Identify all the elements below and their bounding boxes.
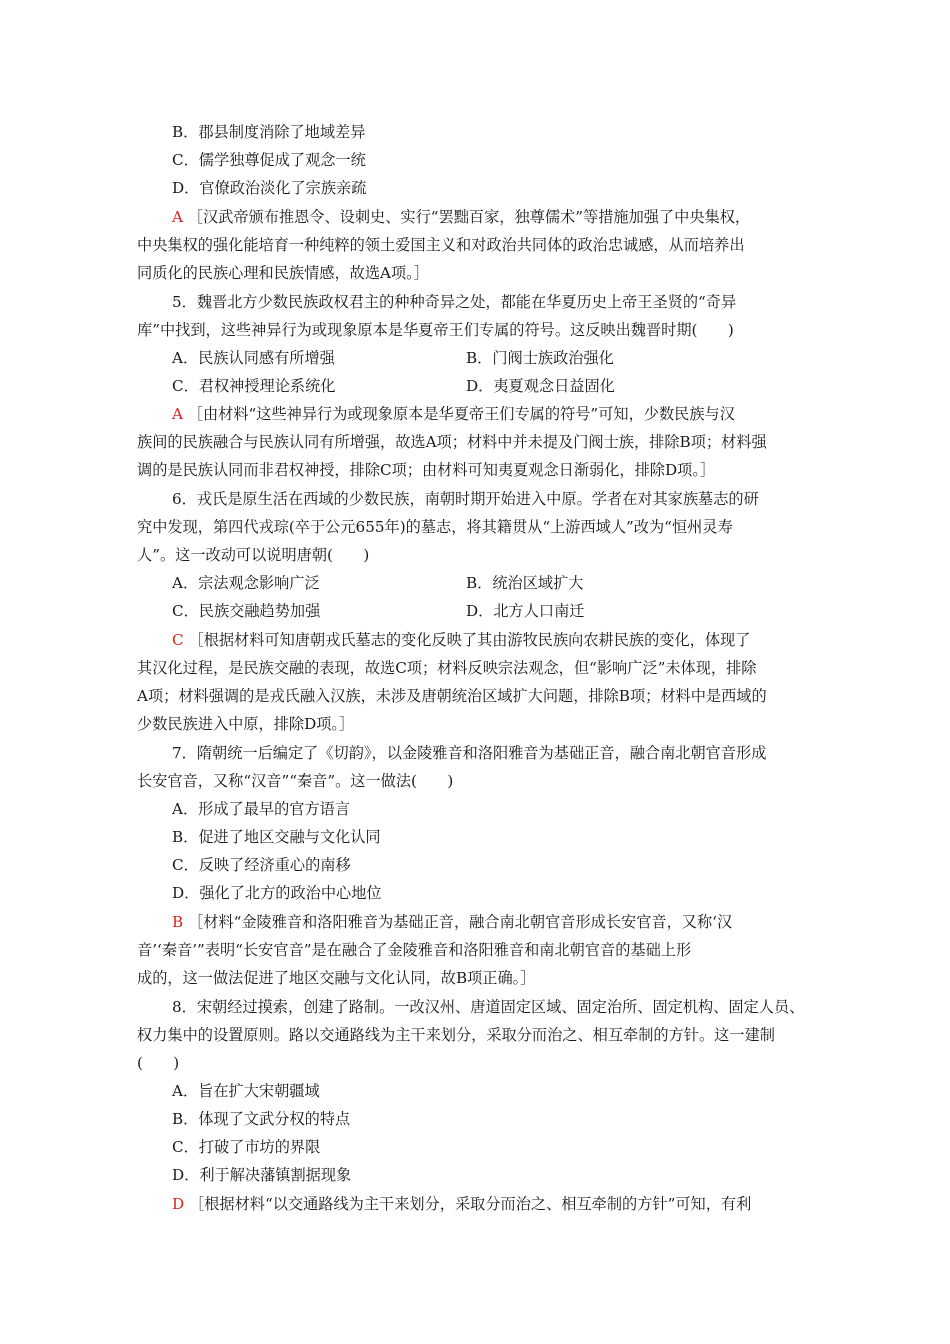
q7-stem-line-2: 长安官音，又称“汉音”“秦音”。这一做法( ) xyxy=(137,772,454,790)
q6-option-c: C．民族交融趋势加强 xyxy=(172,602,321,620)
q4-option-d: D．官僚政治淡化了宗族亲疏 xyxy=(172,179,367,197)
q6-explanation-line-4: 少数民族进入中原，排除D项。］ xyxy=(137,715,355,733)
q6-option-a: A．宗法观念影响广泛 xyxy=(172,574,320,592)
q8-option-c: C．打破了市坊的界限 xyxy=(172,1138,321,1156)
q7-explanation-line-1: B ［材料“金陵雅音和洛阳雅音为基础正音，融合南北朝官音形成长安官音，又称‘汉 xyxy=(172,913,733,931)
q6-stem-line-3: 人”。这一改动可以说明唐朝( ) xyxy=(137,546,370,564)
q6-option-d: D．北方人口南迁 xyxy=(466,602,585,620)
q8-stem-line-2: 权力集中的设置原则。路以交通路线为主干来划分，采取分而治之、相互牵制的方针。这一建制 xyxy=(137,1026,775,1044)
q4-option-b: B．郡县制度消除了地域差异 xyxy=(172,123,366,141)
q8-option-d: D．利于解决藩镇割据现象 xyxy=(172,1166,352,1184)
q7-explanation-line-3: 成的，这一做法促进了地区交融与文化认同，故B项正确。］ xyxy=(137,969,536,987)
q6-stem-line-2: 究中发现，第四代戎琮(卒于公元655年)的墓志，将其籍贯从“上游西域人”改为“恒州灵寿 xyxy=(137,518,733,536)
q4-option-c: C．儒学独尊促成了观念一统 xyxy=(172,151,366,169)
q7-option-b: B．促进了地区交融与文化认同 xyxy=(172,828,381,846)
q7-option-a: A．形成了最早的官方语言 xyxy=(172,800,351,818)
q8-stem-line-3: ( ) xyxy=(137,1054,180,1072)
q5-explanation-line-1: A ［由材料“这些神异行为或现象原本是华夏帝王们专属的符号”可知，少数民族与汉 xyxy=(172,405,735,423)
q8-explanation-line-1: D ［根据材料“以交通路线为主干来划分，采取分而治之、相互牵制的方针”可知，有利 xyxy=(172,1195,752,1213)
q8-stem-line-1: 8．宋朝经过摸索，创建了路制。一改汉州、唐道固定区域、固定治所、固定机构、固定人员、 xyxy=(172,998,805,1016)
q4-answer: A xyxy=(172,208,183,226)
q5-explanation-line-3: 调的是民族认同而非君权神授，排除C项；由材料可知夷夏观念日渐弱化，排除D项。］ xyxy=(137,461,716,479)
q6-answer: C xyxy=(172,631,184,649)
q8-answer: D xyxy=(172,1195,185,1213)
q5-stem-line-1: 5．魏晋北方少数民族政权君主的种种奇异之处，都能在华夏历史上帝王圣贤的“奇异 xyxy=(172,293,737,311)
q5-option-a: A．民族认同感有所增强 xyxy=(172,349,335,367)
q5-option-c: C．君权神授理论系统化 xyxy=(172,377,336,395)
q6-explanation-line-3: A项；材料强调的是戎氏融入汉族，未涉及唐朝统治区域扩大问题，排除B项；材料中是西域的 xyxy=(137,687,767,705)
q7-explanation-line-2: 音’‘秦音’”表明“长安官音”是在融合了金陵雅音和洛阳雅音和南北朝官音的基础上形 xyxy=(137,941,692,959)
q5-option-b: B．门阀士族政治强化 xyxy=(466,349,614,367)
q5-option-d: D．夷夏观念日益固化 xyxy=(466,377,615,395)
q7-option-c: C．反映了经济重心的南移 xyxy=(172,856,351,874)
q4-explanation-line-1: A ［汉武帝颁布推恩令、设刺史、实行“罢黜百家，独尊儒术”等措施加强了中央集权， xyxy=(172,208,751,226)
q4-explanation-line-3: 同质化的民族心理和民族情感，故选A项。］ xyxy=(137,264,429,282)
q4-explanation-line-2: 中央集权的强化能培育一种纯粹的领土爱国主义和对政治共同体的政治忠诚感，从而培养出 xyxy=(137,236,745,254)
q7-option-d: D．强化了北方的政治中心地位 xyxy=(172,884,382,902)
q6-stem-line-1: 6．戎氏是原生活在西域的少数民族，南朝时期开始进入中原。学者在对其家族墓志的研 xyxy=(172,490,759,508)
q7-answer: B xyxy=(172,913,184,931)
q7-stem-line-1: 7．隋朝统一后编定了《切韵》，以金陵雅音和洛阳雅音为基础正音，融合南北朝官音形成 xyxy=(172,744,767,762)
q8-option-b: B．体现了文武分权的特点 xyxy=(172,1110,351,1128)
q5-answer: A xyxy=(172,405,183,423)
q6-explanation-line-1: C ［根据材料可知唐朝戎氏墓志的变化反映了其由游牧民族向农耕民族的变化，体现了 xyxy=(172,631,751,649)
q8-option-a: A．旨在扩大宋朝疆域 xyxy=(172,1082,320,1100)
q5-explanation-line-2: 族间的民族融合与民族认同有所增强，故选A项；材料中并未提及门阀士族，排除B项；材料强 xyxy=(137,433,767,451)
q6-explanation-line-2: 其汉化过程，是民族交融的表现，故选C项；材料反映宗法观念，但“影响广泛”未体现，排除 xyxy=(137,659,757,677)
q6-option-b: B．统治区域扩大 xyxy=(466,574,584,592)
q5-stem-line-2: 库”中找到，这些神异行为或现象原本是华夏帝王们专属的符号。这反映出魏晋时期( ) xyxy=(137,321,734,339)
